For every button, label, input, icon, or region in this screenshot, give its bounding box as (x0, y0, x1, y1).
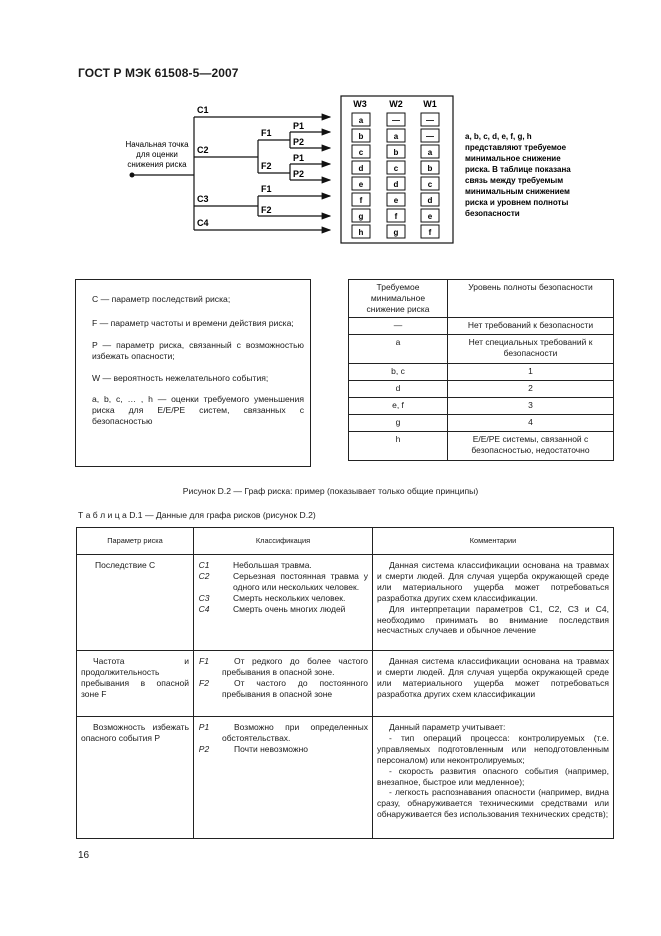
label-p1-b: P1 (293, 153, 305, 163)
note-line-3: минимальное снижение (465, 154, 561, 163)
label-p2-a: P2 (293, 137, 305, 147)
cls-c4: Смерть очень многих людей (233, 603, 346, 614)
start-label-line2: для оценки (136, 150, 178, 159)
label-f2-bottom: F2 (261, 205, 272, 215)
w-cell-w3-2: c (358, 148, 364, 157)
cls-f2: От частого до постоянного пребывания в опасной зоне (222, 677, 368, 699)
table-caption-prefix: Т а б л и ц а (78, 510, 127, 520)
legend-c: C — параметр последствий риска; (92, 294, 231, 304)
label-p1-a: P1 (293, 121, 305, 131)
risk-table-cell: h (349, 432, 448, 461)
w-cell-w3-7: h (358, 228, 364, 237)
w-cell-w2-5: e (393, 196, 399, 205)
sym-c3: C3 (198, 592, 210, 603)
risk-table-cell: a (349, 335, 448, 364)
sym-c4: C4 (198, 603, 210, 614)
cls-p1: Возможно при определенных обстоятельствах. (222, 722, 368, 743)
sym-p2: P2 (198, 743, 210, 754)
risk-parameters-table (76, 527, 614, 839)
page-number: 16 (78, 850, 90, 861)
table-row (77, 651, 614, 717)
risk-table-cell: b, c (349, 364, 448, 381)
note-line-5: связь между требуемым (465, 176, 564, 185)
risk-table-cell: Нет специальных требований к безопасности (448, 335, 614, 364)
risk-table-cell: 4 (448, 415, 614, 432)
risk-table-cell: d (349, 381, 448, 398)
risk-level-table (348, 279, 614, 461)
comment-p-1: Данный параметр учитывает: (389, 722, 506, 732)
figure-caption: Рисунок D.2 — Граф риска: пример (показывает только общие принципы) (182, 486, 479, 496)
header-comments: Комментарии (373, 528, 614, 555)
risk-graph (0, 0, 661, 260)
w-cell-w2-1: a (393, 132, 399, 141)
w-cell-w2-2: b (393, 148, 399, 157)
column-w3: W3 (353, 99, 367, 109)
sym-p1: P1 (198, 722, 210, 732)
param-frequency: Частота и продолжительность пребывания в опасной зоне F (77, 651, 194, 717)
sym-c1: C1 (198, 560, 210, 570)
risk-table-cell: 3 (448, 398, 614, 415)
risk-table-cell: e, f (349, 398, 448, 415)
column-w1: W1 (423, 99, 437, 109)
w-cell-w3-0: a (358, 116, 364, 125)
w-cell-w1-4: c (427, 180, 433, 189)
comment-f: Данная система классификации основана на травмах и смерти людей. Для случая ущерба окружающей среде или материального ущерба может потребоваться разработка других схем классификации (373, 651, 614, 717)
comment-c-1: Данная система классификации основана на травмах и смерти людей. Для случая ущерба окружающей среде или материального ущерба может потребоваться разработка других схем классификации. (377, 560, 609, 603)
w-cell-w1-6: e (427, 212, 433, 221)
w-cell-w3-6: g (358, 212, 364, 221)
w-cell-w2-6: f (394, 212, 398, 221)
header-parameter: Параметр риска (77, 528, 194, 555)
param-avoidance: Возможность избежать опасного события P (77, 717, 194, 839)
w-cell-w1-2: a (427, 148, 433, 157)
header-classification: Классификация (194, 528, 373, 555)
w-cell-w1-7: f (428, 228, 432, 237)
risk-table-cell: 2 (448, 381, 614, 398)
w-cell-w3-4: e (358, 180, 364, 189)
legend-abc: a, b, c, … , h — оценки требуемого уменьшения риска для E/E/PE систем, связанных с безопасностью (92, 394, 304, 427)
legend-f: F — параметр частоты и времени действия риска; (92, 318, 294, 328)
risk-table-cell: g (349, 415, 448, 432)
note-line-1: a, b, c, d, e, f, g, h (465, 132, 532, 141)
comment-p-3: - скорость развития опасного события (например, внезапное, быстрое или медленное); (377, 765, 609, 787)
risk-table-header-reduction: Требуемое минимальное снижение риска (349, 280, 448, 318)
label-p2-b: P2 (293, 169, 305, 179)
w-cell-w1-3: b (427, 164, 433, 173)
w-cell-w1-5: d (427, 196, 433, 205)
cls-p2: Почти невозможно (234, 743, 309, 754)
cls-f1: От редкого до более частого пребывания в опасной зоне. (222, 656, 368, 677)
w-cell-w1-0: — (426, 116, 434, 125)
note-line-7: риска и уровнем полноты (465, 198, 569, 207)
risk-table-cell: 1 (448, 364, 614, 381)
risk-table-cell: E/E/PE системы, связанной с безопасностью, недостаточно (448, 432, 614, 461)
note-line-4: риска. В таблице показана (465, 165, 571, 174)
w-cell-w2-4: d (393, 180, 399, 189)
label-c4: C4 (197, 218, 209, 228)
label-c1: C1 (197, 105, 209, 115)
comment-p-2: - тип операций процесса: контролируемых (т.е. управляемых подготовленным или неподготовленным персоналом) или неконтролируемых; (377, 732, 609, 765)
w-cell-w1-1: — (426, 132, 434, 141)
risk-table-header-sil: Уровень полноты безопасности (448, 280, 614, 318)
start-label-line3: снижения риска (127, 160, 187, 169)
w-cell-w3-5: f (359, 196, 363, 205)
label-c3: C3 (197, 194, 209, 204)
legend-p: P — параметр риска, связанный с возможностью избежать опасности; (92, 340, 304, 362)
risk-table-cell: Нет требований к безопасности (448, 318, 614, 335)
w-cell-w2-7: g (393, 228, 399, 237)
w-cell-w3-3: d (358, 164, 364, 173)
page-header: ГОСТ Р МЭК 61508-5—2007 (78, 66, 239, 80)
w-cell-w2-0: — (392, 116, 400, 125)
comment-c-2: Для интерпретации параметров C1, C2, C3 и C4, необходимо принимать во внимание последствия несчастных случаев и обычное лечение (377, 603, 609, 636)
cls-c2: Серьезная постоянная травма у одного или нескольких человек. (233, 570, 368, 592)
note-line-8: безопасности (465, 209, 520, 218)
w-cell-w3-1: b (358, 132, 364, 141)
sym-f1: F1 (199, 656, 209, 666)
label-f2-top: F2 (261, 161, 272, 171)
table-row (77, 717, 614, 839)
risk-table-cell: — (349, 318, 448, 335)
table-caption-text: D.1 — Данные для графа рисков (рисунок D.2) (129, 510, 316, 520)
cls-c1: Небольшая травма. (233, 560, 312, 570)
w-cell-w2-3: c (393, 164, 399, 173)
table-row (77, 555, 614, 651)
label-f1-bottom: F1 (261, 184, 272, 194)
sym-c2: C2 (198, 570, 210, 581)
note-line-6: минимальным снижением (465, 187, 570, 196)
start-label-line1: Начальная точка (125, 140, 189, 149)
table-caption (78, 510, 316, 520)
column-w2: W2 (389, 99, 403, 109)
label-f1-top: F1 (261, 128, 272, 138)
legend-w: W — вероятность нежелательного события; (92, 373, 269, 383)
cls-c3: Смерть нескольких человек. (233, 592, 346, 603)
param-consequence: Последствие C (77, 555, 194, 651)
sym-f2: F2 (199, 677, 209, 688)
note-line-2: представляют требуемое (465, 143, 567, 152)
comment-p-4: - легкость распознавания опасности (например, видна сразу, обнаруживается техническими средствами или обнаруживается без использования технических средств); (377, 787, 609, 820)
label-c2: C2 (197, 145, 209, 155)
